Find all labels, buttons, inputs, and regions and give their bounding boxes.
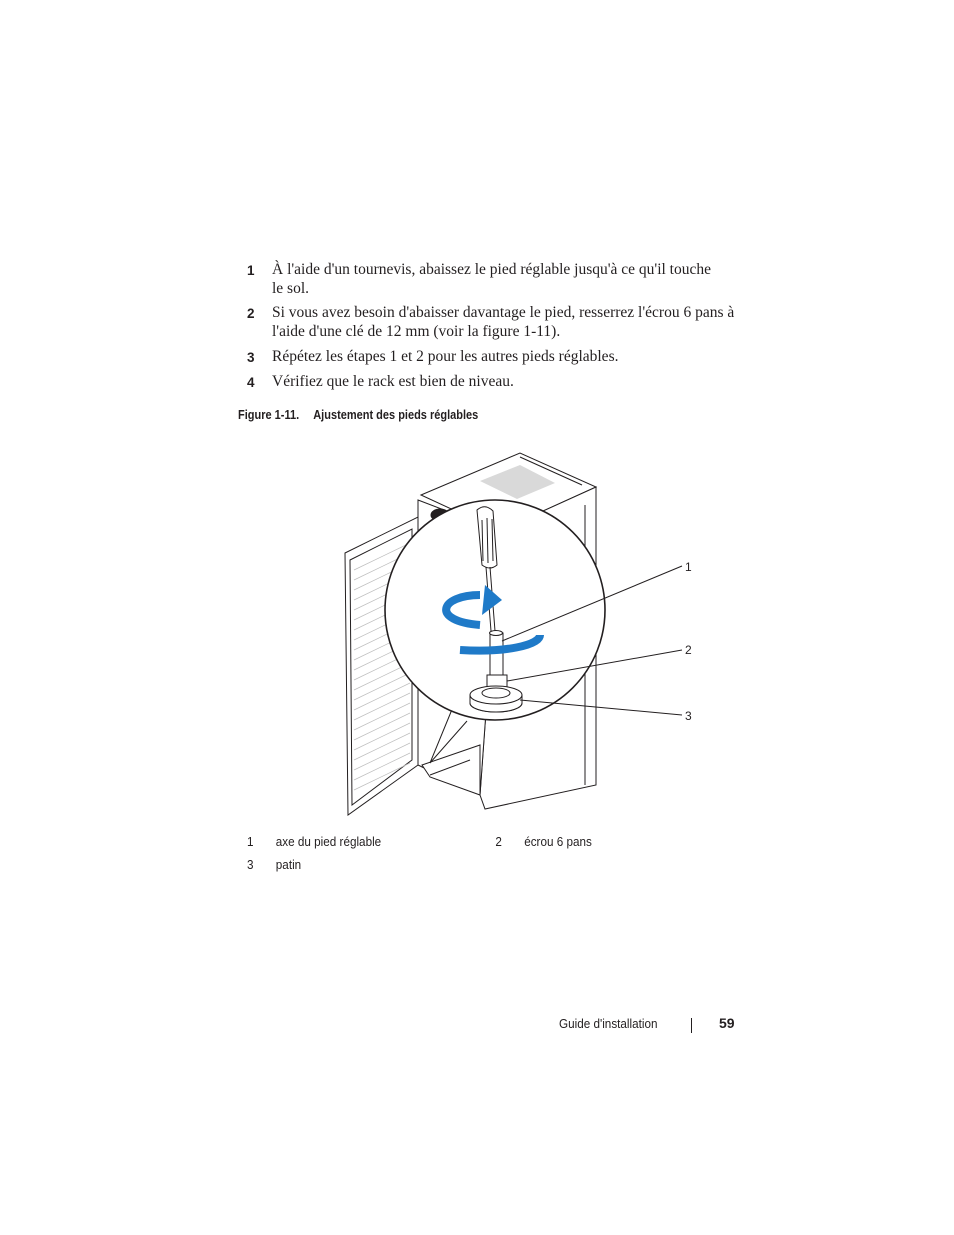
legend-number: 3 [247,857,254,872]
step-2 [247,303,737,341]
step-text: Répétez les étapes 1 et 2 pour les autres pieds réglables. [272,348,619,365]
legend-text: patin [275,857,302,872]
rack-drawing [330,445,710,825]
callout-3: 3 [685,709,692,723]
step-number: 1 [247,263,255,278]
step-text: À l'aide d'un tournevis, abaissez le pied réglable jusqu'à ce qu'il touche le sol. [272,261,712,297]
figure-label: Figure 1-11. [238,408,300,422]
callout-2: 2 [685,643,692,657]
page-number: 59 [719,1015,735,1031]
legend-number: 2 [495,834,502,849]
figure-title: Ajustement des pieds réglables [313,408,479,422]
legend-number: 1 [247,834,254,849]
figure-caption [238,408,478,422]
step-number: 4 [247,375,255,390]
legend-text: écrou 6 pans [524,834,592,849]
footer-divider [691,1018,692,1033]
callout-1: 1 [685,560,692,574]
rack-leveling-illustration [330,445,710,825]
step-1 [247,260,712,298]
step-3 [247,347,752,366]
step-number: 3 [247,350,255,365]
step-4 [247,372,752,391]
step-text: Si vous avez besoin d'abaisser davantage le pied, resserrez l'écrou 6 pans à l'aide d'une clé de 12 mm (voir la figure 1-11). [272,304,735,340]
step-number: 2 [247,306,255,321]
step-text: Vérifiez que le rack est bien de niveau. [272,373,514,390]
footer-title: Guide d'installation [559,1016,658,1031]
legend-text: axe du pied réglable [275,834,382,849]
